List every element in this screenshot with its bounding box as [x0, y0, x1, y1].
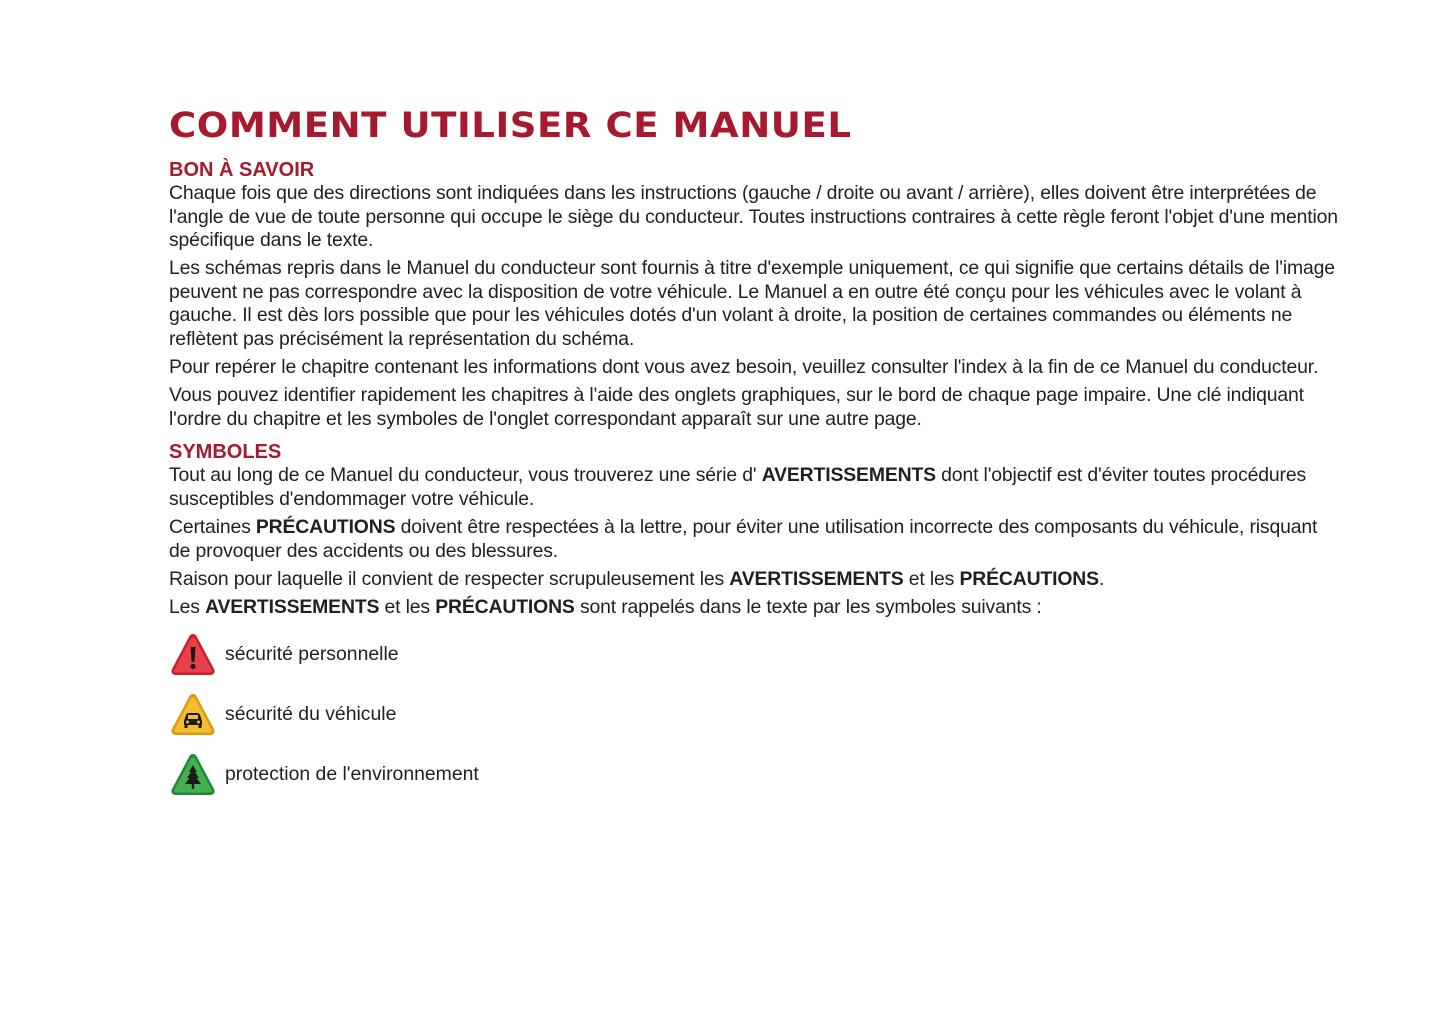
paragraph-respect — [169, 568, 1339, 592]
symbol-row-personal-safety — [169, 630, 1339, 680]
manual-page — [169, 104, 1339, 800]
bold-term: PRÉCAUTIONS — [959, 567, 1099, 590]
text-run: dont l'objectif est d'éviter toutes procédures susceptibles d'endommager votre véhicule. — [169, 464, 1307, 511]
paragraph-symbols-intro — [169, 596, 1339, 620]
text-run: Tout au long de ce Manuel du conducteur, vous trouverez une série d' — [169, 464, 762, 487]
page-title: COMMENT UTILISER CE MANUEL — [169, 106, 852, 146]
paragraph-precautions — [169, 516, 1339, 563]
vehicle-safety-warning-icon — [169, 691, 217, 739]
text-run: Raison pour laquelle il convient de respecter scrupuleusement les — [169, 567, 730, 590]
bold-term: AVERTISSEMENTS — [761, 464, 936, 487]
text-run: Les — [169, 595, 206, 618]
text-run: doivent être respectées à la lettre, pour éviter une utilisation incorrecte des composants du véhicule, risquant de provoquer des accidents ou des blessures. — [169, 516, 1318, 562]
symbol-legend — [169, 630, 1339, 800]
paragraph-warnings — [169, 464, 1339, 511]
text-run: et les — [903, 567, 960, 590]
text-run: sont rappelés dans le texte par les symboles suivants : — [574, 595, 1042, 618]
text-run: Certaines — [169, 516, 256, 539]
section-heading-symbols: SYMBOLES — [169, 441, 282, 464]
paragraph: Pour repérer le chapitre contenant les informations dont vous avez besoin, veuillez consulter l'index à la fin de ce Manuel du conducteur. — [169, 356, 1319, 379]
environment-protection-icon — [169, 751, 217, 799]
paragraph: Chaque fois que des directions sont indiquées dans les instructions (gauche / droite ou avant / arrière), elles doivent être interprétées de l'angle de vue de toute personne qui occupe le siège du conducteur. Toutes instructions contraires à cette règle feront l'objet d'une mention spécifique dans le texte. — [169, 182, 1338, 252]
bold-term: PRÉCAUTIONS — [255, 516, 396, 539]
section-heading-good-to-know: BON À SAVOIR — [169, 159, 315, 181]
paragraph: Les schémas repris dans le Manuel du conducteur sont fournis à titre d'exemple uniquement, ce qui signifie que certains détails de l'image peuvent ne pas correspondre avec la disposition de votre véhicule. Le Manuel a en outre été conçu pour les véhicules avec le volant à gauche. Il est dès lors possible que pour les véhicules dotés d'un volant à droite, la position de certaines commandes ou éléments ne reflètent pas précisément la représentation du schéma. — [169, 257, 1335, 351]
symbol-row-vehicle-safety — [169, 690, 1339, 740]
bold-term: AVERTISSEMENTS — [729, 567, 904, 590]
personal-safety-warning-icon — [169, 631, 217, 679]
symbol-label: sécurité personnelle — [225, 643, 399, 665]
bold-term: AVERTISSEMENTS — [205, 595, 380, 618]
text-run: et les — [379, 595, 436, 618]
symbol-row-environment — [169, 750, 1339, 800]
paragraph: Vous pouvez identifier rapidement les chapitres à l'aide des onglets graphiques, sur le bord de chaque page impaire. Une clé indiquant l'ordre du chapitre et les symboles de l'onglet correspondant apparaît sur une autre page. — [169, 384, 1304, 430]
symbol-label: protection de l'environnement — [225, 763, 479, 785]
symbol-label: sécurité du véhicule — [225, 703, 397, 725]
bold-term: PRÉCAUTIONS — [435, 595, 575, 618]
text-run: . — [1098, 567, 1105, 590]
